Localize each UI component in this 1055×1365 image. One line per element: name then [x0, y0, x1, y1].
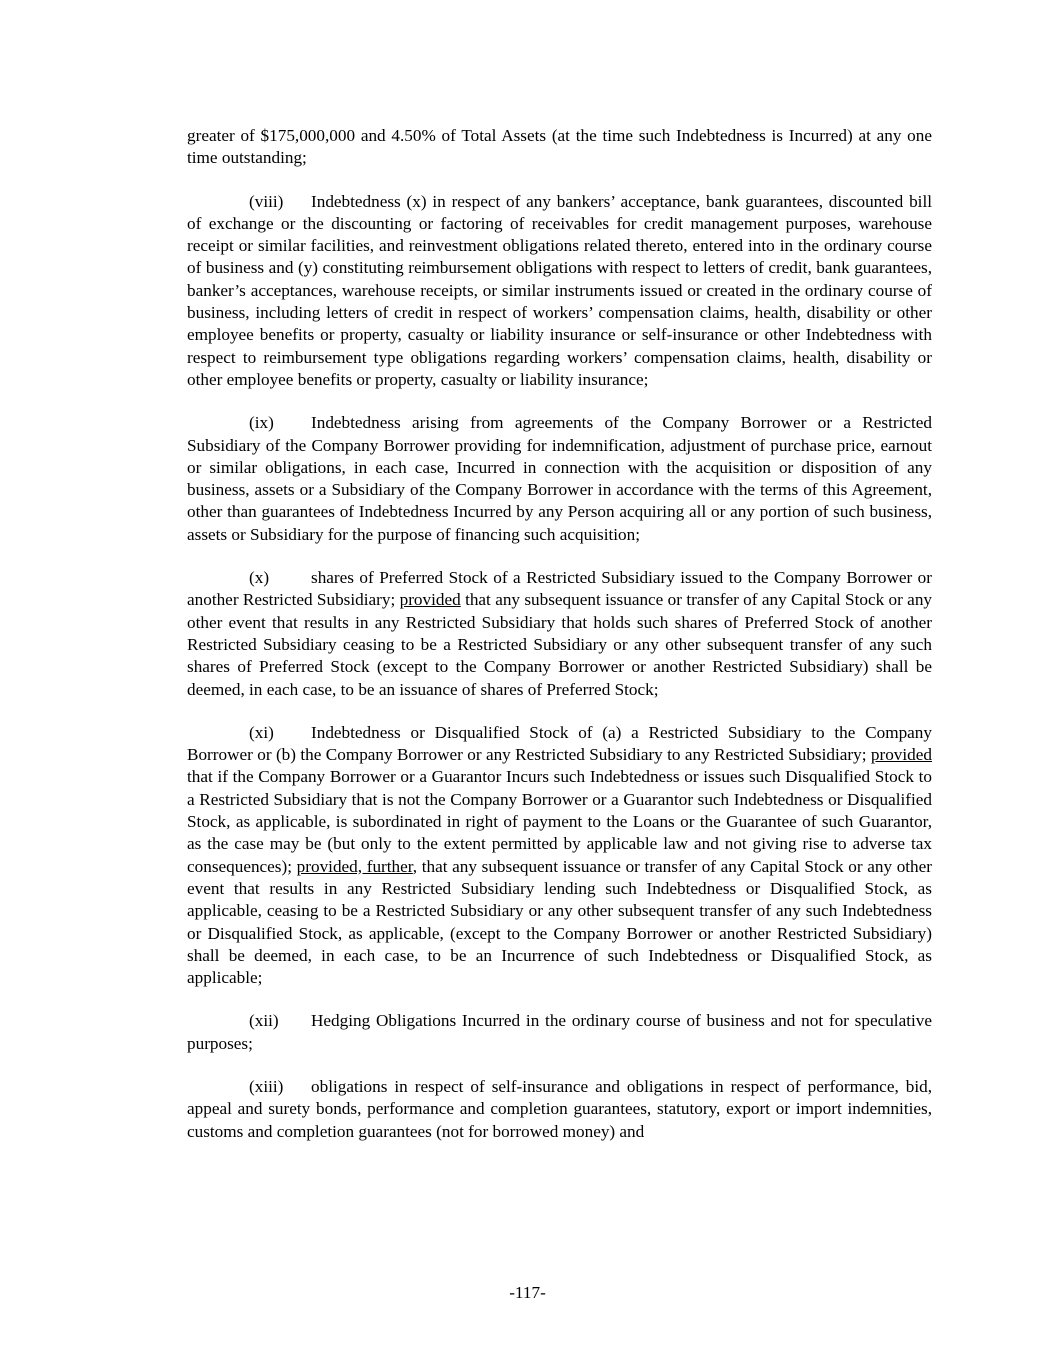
clause-text: Hedging Obligations Incurred in the ordinary course of business and not for speculative purposes;: [187, 1011, 932, 1053]
clause-xii: [187, 1010, 932, 1055]
page-number: -117-: [509, 1283, 546, 1302]
provided-term: provided: [399, 590, 461, 610]
clause-text: obligations in respect of self-insurance and obligations in respect of performance, bid, appeal and surety bonds, performance and completion guarantees, statutory, export or import indemnities, customs and completion guarantees (not for borrowed money) and: [187, 1076, 932, 1141]
continuation-paragraph: greater of $175,000,000 and 4.50% of Total Assets (at the time such Indebtedness is Incurred) at any one time outstanding;: [187, 126, 932, 168]
clause-number: (xii): [249, 1011, 279, 1031]
clause-number: (x): [249, 568, 270, 588]
clause-number: (xi): [249, 722, 274, 742]
clause-viii: [187, 191, 932, 392]
document-body: [187, 125, 932, 1164]
clause-text-continued: that if the Company Borrower or a Guarantor Incurs such Indebtedness or issues such Disqualified Stock to a Restricted Subsidiary that is not the Company Borrower or a Guarantor such Indebtedness or Disqualified Stock, as applicable, is subordinated in right of payment to the Loans or the Guarantee of such Guarantor, as the case may be (but only to the extent permitted by applicable law and not giving rise to adverse tax consequences);: [187, 767, 932, 876]
clause-text: Indebtedness or Disqualified Stock of (a) a Restricted Subsidiary to the Company Borrower or (b) the Company Borrower or any Restricted Subsidiary to any Restricted Subsidiary;: [187, 722, 932, 765]
clause-text-continued: that any subsequent issuance or transfer of any Capital Stock or any other event that results in any Restricted Subsidiary that holds such shares of Preferred Stock of another Restricted Subsidiary ceasing to be a Restricted Subsidiary or any other subsequent transfer of any such shares of Preferred Stock (except to the Company Borrower or another Restricted Subsidiary) shall be deemed, in each case, to be an issuance of shares of Preferred Stock;: [187, 590, 933, 699]
clause-number: (viii): [249, 191, 284, 211]
clause-number: (ix): [249, 413, 274, 433]
clause-text-final: , that any subsequent issuance or transfer of any Capital Stock or any other event that results in any Restricted Subsidiary lending such Indebtedness or Disqualified Stock, as applicable, ceasing to be a Restricted Subsidiary or any other subsequent transfer of any such Indebtedness or Disqualified Stock, as applicable, (except to the Company Borrower or another Restricted Subsidiary) shall be deemed, in each case, to be an Incurrence of such Indebtedness or Disqualified Stock, as applicable;: [187, 856, 933, 988]
clause-text: shares of Preferred Stock of a Restricted Subsidiary issued to the Company Borrower or another Restricted Subsidiary;: [187, 568, 932, 610]
clause-ix: [187, 412, 932, 546]
clause-xi: [187, 722, 932, 990]
clause-text: Indebtedness (x) in respect of any bankers’ acceptance, bank guarantees, discounted bill of exchange or the discounting or factoring of receivables for credit management purposes, warehouse receipt or similar facilities, and reinvestment obligations related thereto, entered into in the ordinary course of business and (y) constituting reimbursement obligations with respect to letters of credit, bank guarantees, banker’s acceptances, warehouse receipts, or similar instruments issued or created in the ordinary course of business, including letters of credit in respect of workers’ compensation claims, health, disability or other employee benefits or property, casualty or liability insurance or self-insurance or other Indebtedness with respect to reimbursement type obligations regarding workers’ compensation claims, health, disability or other employee benefits or property, casualty or liability insurance;: [187, 191, 932, 389]
clause-number: (xiii): [249, 1076, 284, 1096]
clause-text: Indebtedness arising from agreements of the Company Borrower or a Restricted Subsidiary of the Company Borrower providing for indemnification, adjustment of purchase price, earnout or similar obligations, in each case, Incurred in connection with the acquisition or disposition of any business, assets or a Subsidiary of the Company Borrower in accordance with the terms of this Agreement, other than guarantees of Indebtedness Incurred by any Person acquiring all or any portion of such business, assets or Subsidiary for the purpose of financing such acquisition;: [187, 413, 932, 544]
clause-x: [187, 567, 932, 701]
provided-further-term: provided, further: [296, 856, 413, 876]
clause-xiii: [187, 1076, 932, 1143]
provided-term: provided: [870, 745, 932, 765]
